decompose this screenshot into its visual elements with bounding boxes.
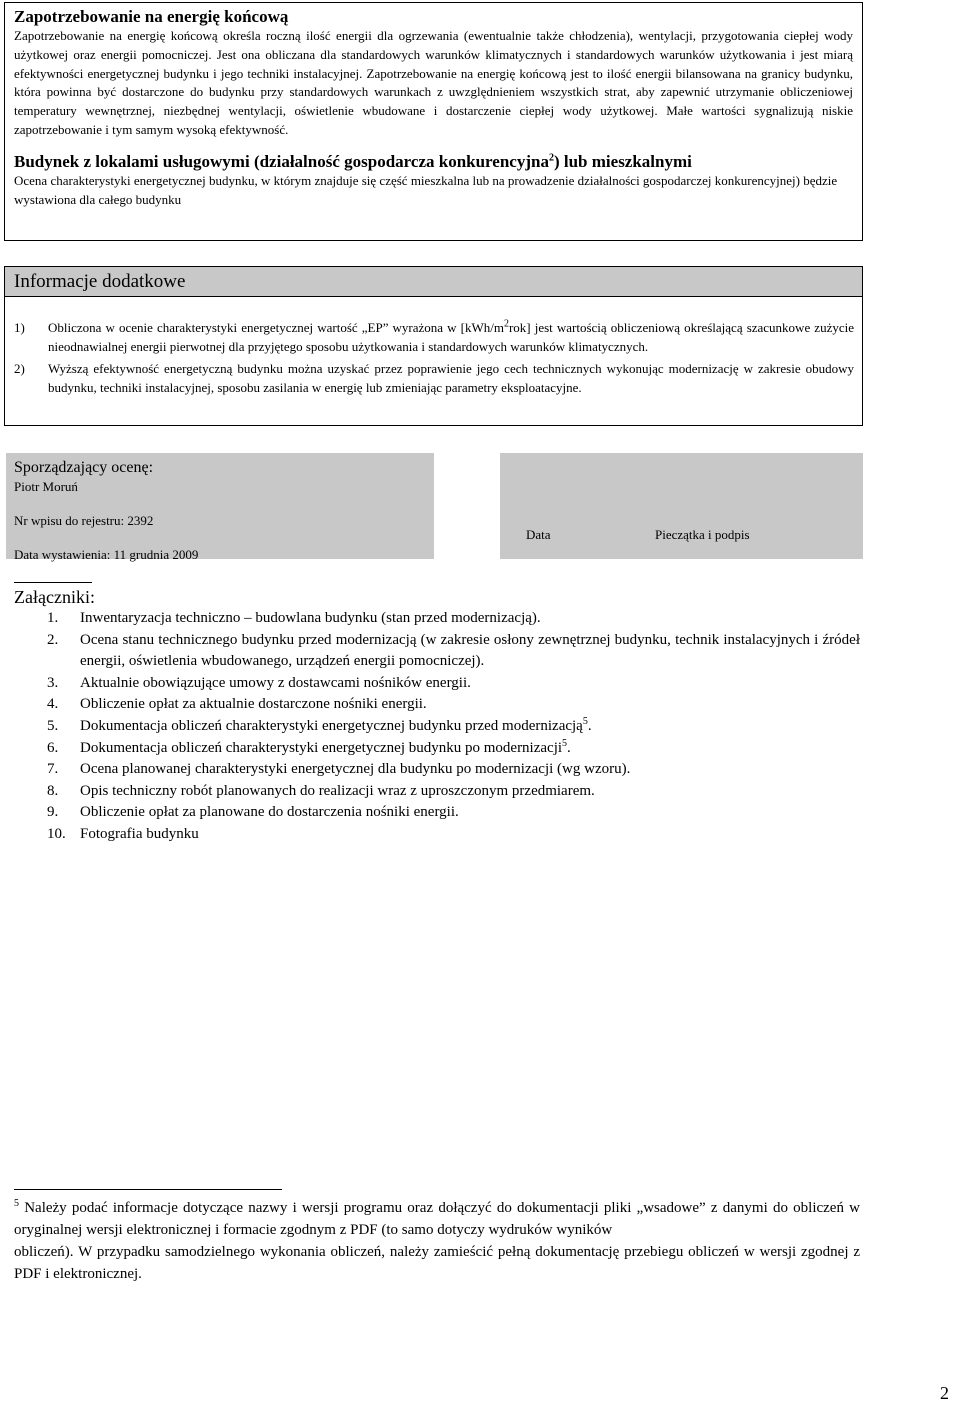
attachment-number: 6. <box>47 739 59 756</box>
additional-info-header: Informacje dodatkowe <box>5 267 862 297</box>
footnote-marker: 5 <box>14 1198 19 1209</box>
page-number: 2 <box>940 1383 949 1403</box>
footnote-text-2: obliczeń). W przypadku samodzielnego wykonania obliczeń, należy zamieścić pełną dokumentację przebiegu obliczeń w wersji zgodnej z PDF i elektronicznej. <box>14 1244 860 1282</box>
attachment-text: Opis techniczny robót planowanych do realizacji wraz z uproszczonym przedmiarem. <box>80 782 595 799</box>
attachment-text: Ocena stanu technicznego budynku przed modernizacją (w zakresie osłony zewnętrznej budynku, technik instalacyjnych i źródeł energii, oświetlenia wbudowanego, urządzeń energii pomocniczej). <box>80 631 860 670</box>
attachment-item <box>14 802 860 824</box>
attachment-item <box>14 673 860 695</box>
attachment-number: 10. <box>47 825 66 842</box>
info-item-1: 1) Obliczona w ocenie charakterystyki energetycznej wartość „EP” wyrażona w $[kWh/m^2rok]$ jest wartością obliczeniową określającą szacunkowe zużycie nieodnawialnej energii pierwotnej dla przyjętego sposobu użytkowania i standardowych warunków klimatycznych. <box>14 318 854 354</box>
final-energy-text: Zapotrzebowanie na energię końcową określa roczną ilość energii dla ogrzewania (ewentualnie także chłodzenia), wentylacji, przygotowania ciepłej wody użytkowej oraz energii pomocniczej. Jest ona obliczana dla standardowych warunków klimatycznych i standardowych warunków użytkowania i jest miarą efektywności energetycznej budynku i jego techniki instalacyjnej. Zapotrzebowanie na energię końcową jest to ilość energii bilansowana na granicy budynku, która powinna być dostarczone do budynku przy standardowych warunkach z uwzględnieniem wszystkich strat, aby zapewnić utrzymanie obliczeniowej temperatury wewnętrznej, niezbędnej wentylacji, oświetlenie wbudowane i dostarczenie ciepłej wody użytkowej. Małe wartości sygnalizują niskie zapotrzebowanie i tym samym wysoką efektywność. <box>14 28 853 137</box>
attachment-number: 8. <box>47 782 59 799</box>
signature-stamp-label: Pieczątka i podpis <box>655 527 750 542</box>
assessor-name: Piotr Moruń <box>14 479 78 494</box>
info-item-2: 2) Wyższą efektywność energetyczną budynku można uzyskać przez poprawienie jego cech technicznych wykonując modernizację w zakresie obudowy budynku, techniki instalacyjnej, sposobu zasilania w energię lub zmieniając parametry eksploatacyjne. <box>14 361 854 395</box>
attachment-item <box>14 608 860 630</box>
attachment-text: Dokumentacja obliczeń charakterystyki energetycznej budynku po modernizacji$^5$. <box>80 737 571 756</box>
attachment-item <box>14 738 860 760</box>
final-energy-section <box>4 2 863 241</box>
additional-info-section <box>4 266 863 426</box>
attachment-number: 3. <box>47 674 59 691</box>
assessor-box <box>6 453 434 562</box>
attachment-text: Dokumentacja obliczeń charakterystyki energetycznej budynku przed modernizacją$^5$. <box>80 715 592 734</box>
attachment-number: 1. <box>47 610 59 626</box>
attachment-text: Obliczenie opłat za planowane do dostarczenia nośniki energii. <box>80 804 459 821</box>
attachment-number: 5. <box>47 717 59 734</box>
building-text: Ocena charakterystyki energetycznej budynku, w którym znajduje się część mieszkalna lub na prowadzenie działalności gospodarczej konkurencyjnej) będzie wystawiona dla całego budynku <box>14 172 838 207</box>
signature-date-label: Data <box>526 527 551 542</box>
attachment-text: Obliczenie opłat za aktualnie dostarczone nośniki energii. <box>80 696 427 713</box>
building-title: Budynek z lokalami usługowymi (działalność gospodarcza konkurencyjna$^2$) lub mieszkalnymi <box>14 151 692 171</box>
attachment-number: 7. <box>47 761 59 778</box>
attachment-item <box>14 630 860 673</box>
attachment-item <box>14 759 860 781</box>
attachment-text: Fotografia budynku <box>80 825 199 842</box>
footnote-text-1: Należy podać informacje dotyczące nazwy i wersji programu oraz dołączyć do dokumentacji pliki „wsadowe” z danymi do obliczeń w oryginalnej wersji elektronicznej i formacie zgodnym z PDF (to samo dotyczy wydruków wyników <box>14 1200 860 1238</box>
attachment-text: Ocena planowanej charakterystyki energetycznej dla budynku po modernizacji (wg wzoru). <box>80 761 631 778</box>
attachment-item <box>14 716 860 738</box>
assessor-registry: Nr wpisu do rejestru: 2392 <box>14 513 154 528</box>
assessor-heading: Sporządzający ocenę: <box>14 459 154 476</box>
footnote <box>14 1197 860 1285</box>
attachment-number: 9. <box>47 804 59 821</box>
footnote-divider <box>14 1189 282 1190</box>
attachment-text: Aktualnie obowiązujące umowy z dostawcami nośników energii. <box>80 674 471 691</box>
attachments-list <box>14 608 860 846</box>
attachment-item <box>14 781 860 803</box>
attachment-number: 4. <box>47 696 59 713</box>
attachments-title: Załączniki: <box>14 587 95 607</box>
signature-box <box>500 453 863 559</box>
final-energy-title: Zapotrzebowanie na energię końcową <box>14 7 289 26</box>
divider <box>14 582 92 583</box>
assessor-issue-date: Data wystawienia: 11 grudnia 2009 <box>14 547 199 562</box>
attachment-item <box>14 694 860 716</box>
attachment-item <box>14 824 860 846</box>
attachment-number: 2. <box>47 631 59 648</box>
attachment-text: Inwentaryzacja techniczno – budowlana budynku (stan przed modernizacją). <box>80 610 541 626</box>
